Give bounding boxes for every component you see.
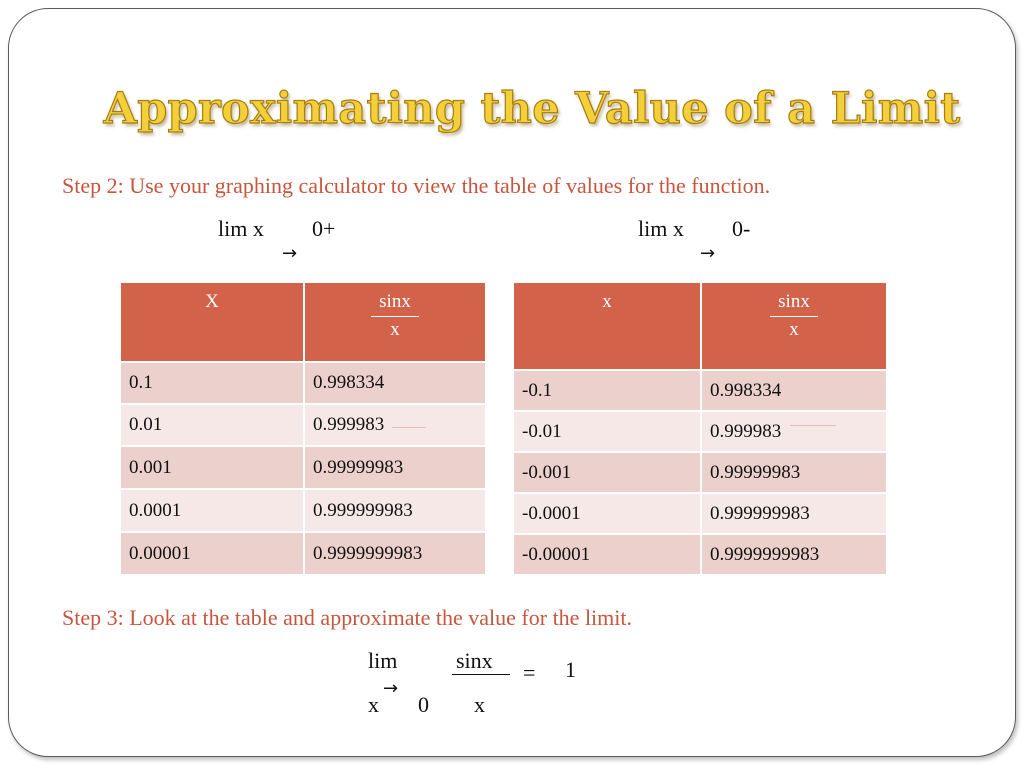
stray-rule	[392, 427, 426, 428]
final-var: x	[368, 692, 379, 717]
cell-fx: 0.99999983	[304, 446, 486, 489]
step-2-text: Step 2: Use your graphing calculator to view the table of values for the function.	[62, 173, 771, 198]
table-row	[120, 404, 486, 446]
cell-fx: 0.99999983	[701, 452, 887, 493]
stray-rule	[790, 425, 836, 426]
step-3-text: Step 3: Look at the table and approximate the value for the limit.	[62, 605, 633, 630]
slide-title: Approximating the Value of a Limit	[103, 84, 961, 134]
cell-fx: 0.9999999983	[304, 532, 486, 575]
cell-fx: 0.998334	[701, 370, 887, 411]
header-fx	[701, 282, 887, 370]
cell-x: 0.001	[120, 446, 304, 489]
header-x: x	[513, 282, 701, 370]
final-target: 0	[418, 692, 429, 717]
final-numerator: sinx	[456, 648, 493, 673]
final-fraction-bar	[452, 674, 510, 675]
table-header-row	[120, 282, 486, 362]
right-lim-target: 0-	[732, 216, 751, 241]
cell-fx: 0.999999983	[304, 489, 486, 532]
table-row	[120, 362, 486, 404]
table-row	[513, 493, 887, 534]
cell-fx: 0.9999999983	[701, 534, 887, 575]
fraction-sinx-over-x: $\frac{\sin x}{x}$	[371, 291, 419, 342]
cell-x: 0.0001	[120, 489, 304, 532]
table-row	[120, 489, 486, 532]
right-lim-label: lim x	[638, 216, 684, 241]
right-values-table	[512, 281, 888, 576]
final-arrow-icon: →	[383, 678, 399, 699]
table-row	[120, 532, 486, 575]
left-lim-label: lim x	[218, 216, 264, 241]
cell-fx: 0.998334	[304, 362, 486, 404]
table-row	[120, 446, 486, 489]
cell-fx: 0.999983	[701, 411, 887, 452]
cell-fx: 0.999983	[304, 404, 486, 446]
final-equals: =	[523, 660, 536, 685]
header-x: X	[120, 282, 304, 362]
table-row	[513, 534, 887, 575]
final-denominator: x	[474, 692, 485, 717]
table-row	[513, 411, 887, 452]
cell-x: -0.0001	[513, 493, 701, 534]
cell-x: -0.1	[513, 370, 701, 411]
cell-x: -0.01	[513, 411, 701, 452]
fraction-sinx-over-x: $\frac{\sin x}{x}$	[770, 291, 818, 342]
cell-fx: 0.999999983	[701, 493, 887, 534]
cell-x: 0.00001	[120, 532, 304, 575]
cell-x: -0.001	[513, 452, 701, 493]
cell-x: -0.00001	[513, 534, 701, 575]
header-fx	[304, 282, 486, 362]
final-result: 1	[565, 657, 576, 682]
table-row	[513, 452, 887, 493]
cell-x: 0.01	[120, 404, 304, 446]
right-arrow-icon: →	[700, 243, 716, 264]
left-lim-target: 0+	[312, 216, 336, 241]
left-values-table	[119, 281, 487, 576]
cell-x: 0.1	[120, 362, 304, 404]
left-arrow-icon: →	[282, 243, 298, 264]
final-lim: lim	[368, 648, 398, 673]
table-header-row	[513, 282, 887, 370]
table-row	[513, 370, 887, 411]
